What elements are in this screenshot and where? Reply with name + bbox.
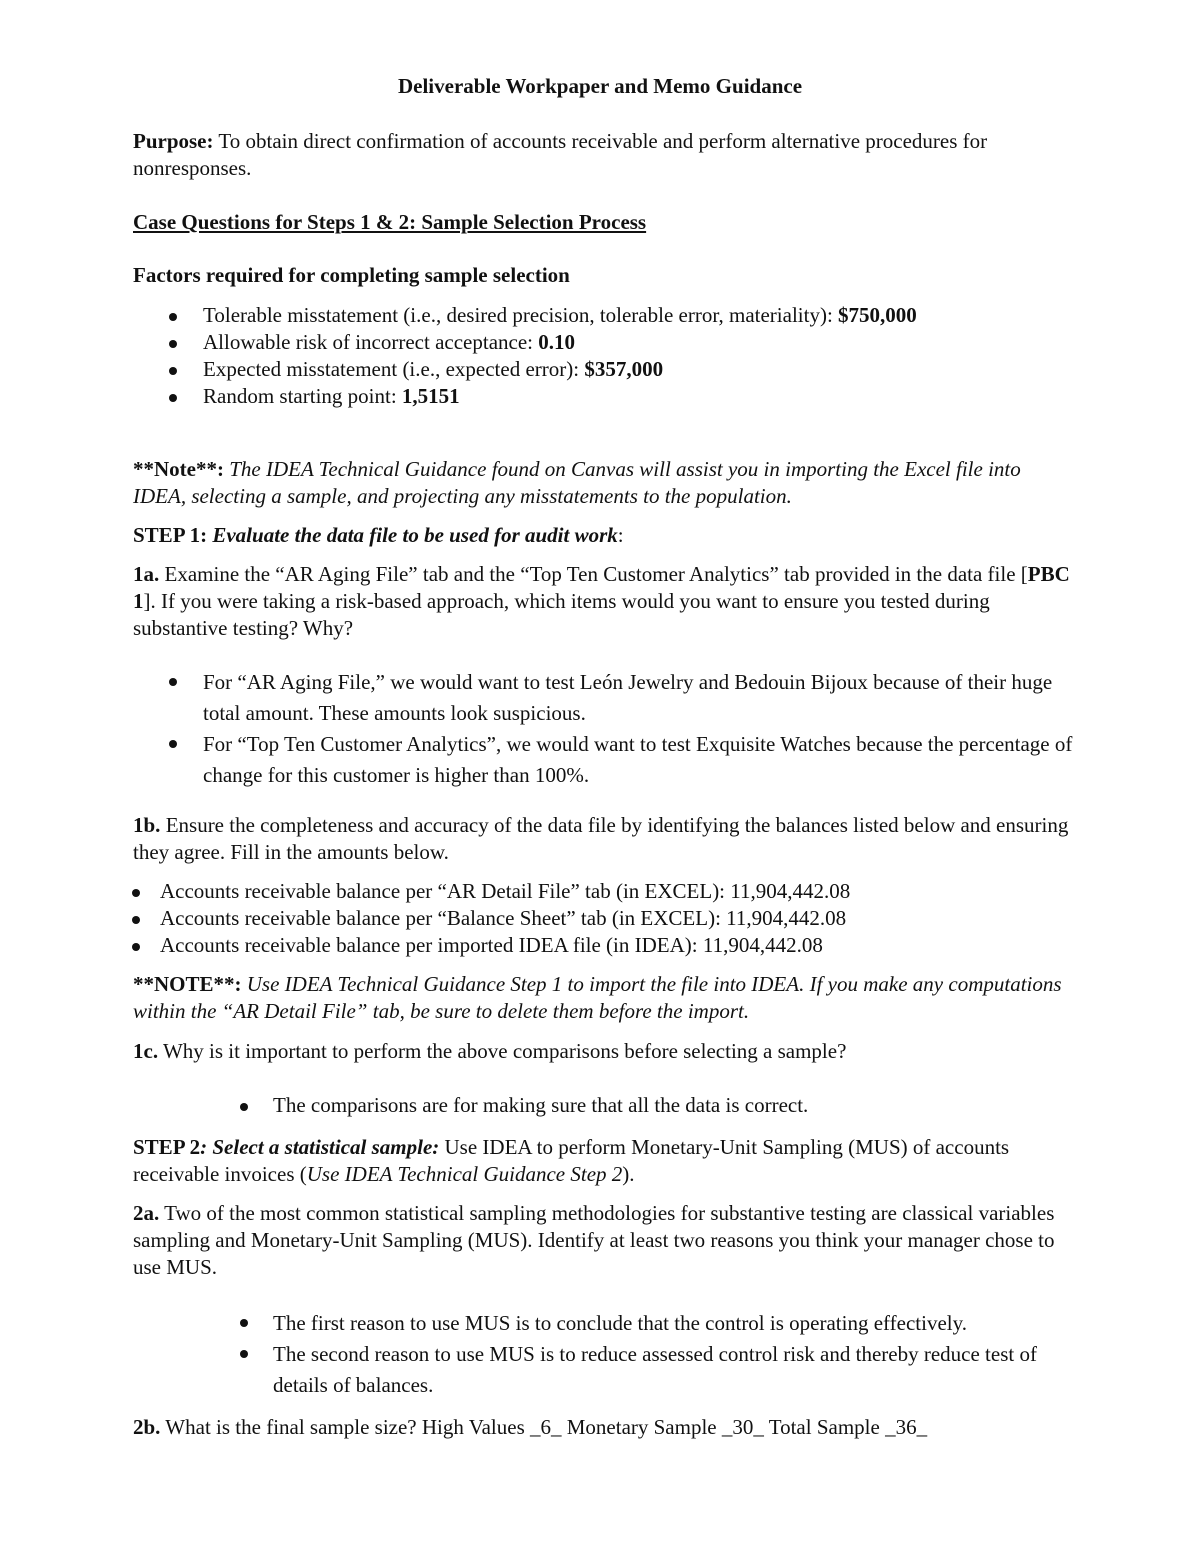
question-1c: 1c. Why is it important to perform the above comparisons before selecting a sample?	[133, 1039, 847, 1063]
case-questions-heading: Case Questions for Steps 1 & 2: Sample Selection Process	[133, 210, 647, 234]
list-item: The first reason to use MUS is to conclude that the control is operating effectively.	[273, 1308, 1073, 1339]
list-item: The second reason to use MUS is to reduce assessed control risk and thereby reduce test of details of balances.	[273, 1339, 1073, 1401]
bullet-icon	[169, 313, 177, 321]
bullet-icon	[132, 916, 140, 924]
bullet-icon	[169, 367, 177, 375]
list-item: The comparisons are for making sure that all the data is correct.	[273, 1092, 1073, 1119]
note-label: **Note**:	[133, 457, 224, 481]
factors-heading: Factors required for completing sample selection	[133, 263, 570, 287]
bullet-icon	[169, 340, 177, 348]
note-label: **NOTE**:	[133, 972, 242, 996]
bullet-icon	[132, 943, 140, 951]
bullet-icon	[240, 1103, 248, 1111]
bullet-icon	[240, 1319, 248, 1327]
question-2b: 2b. What is the final sample size? High Values _6_ Monetary Sample _30_ Total Sample _36_	[133, 1415, 928, 1439]
list-item: Accounts receivable balance per “Balance Sheet” tab (in EXCEL): 11,904,442.08	[160, 905, 1060, 932]
bullet-icon	[169, 394, 177, 402]
question-2a: 2a. Two of the most common statistical sampling methodologies for substantive testing are classical variables sampling and Monetary-Unit Sampling (MUS). Identify at least two reasons you think your manager chose to use MUS.	[133, 1201, 1055, 1279]
answers-1c-list	[273, 1092, 1073, 1119]
bullet-icon	[240, 1350, 248, 1358]
list-item: Random starting point: 1,5151	[203, 383, 1083, 410]
note-idea-paragraph	[133, 971, 1073, 1025]
purpose-paragraph	[133, 128, 1073, 182]
bullet-icon	[169, 678, 177, 686]
bullet-icon	[169, 740, 177, 748]
purpose-text: To obtain direct confirmation of accounts receivable and perform alternative procedures for nonresponses.	[133, 129, 988, 180]
question-1b: 1b. Ensure the completeness and accuracy of the data file by identifying the balances listed below and ensuring they agree. Fill in the amounts below.	[133, 813, 1069, 864]
list-item: Expected misstatement (i.e., expected error): $357,000	[203, 356, 1083, 383]
note-text: The IDEA Technical Guidance found on Canvas will assist you in importing the Excel file into IDEA, selecting a sample, and projecting any misstatements to the population.	[133, 457, 1021, 508]
note-text: Use IDEA Technical Guidance Step 1 to import the file into IDEA. If you make any computations within the “AR Detail File” tab, be sure to delete them before the import.	[133, 972, 1062, 1023]
list-item: Accounts receivable balance per imported IDEA file (in IDEA): 11,904,442.08	[160, 932, 1060, 959]
list-item: Tolerable misstatement (i.e., desired precision, tolerable error, materiality): $750,000	[203, 302, 1083, 329]
document-title: Deliverable Workpaper and Memo Guidance	[397, 74, 803, 98]
list-item: For “AR Aging File,” we would want to test León Jewelry and Bedouin Bijoux because of their huge total amount. These amounts look suspicious.	[203, 667, 1083, 729]
question-1a: 1a. Examine the “AR Aging File” tab and the “Top Ten Customer Analytics” tab provided in the data file [PBC 1]. If you were taking a risk-based approach, which items would you want to ensure you tested during substantive testing? Why?	[133, 562, 1070, 640]
list-item: For “Top Ten Customer Analytics”, we would want to test Exquisite Watches because the percentage of change for this customer is higher than 100%.	[203, 729, 1083, 791]
purpose-label: Purpose:	[133, 129, 214, 153]
step2-heading: STEP 2: Select a statistical sample: Use IDEA to perform Monetary-Unit Sampling (MUS) of accounts receivable invoices (Use IDEA Technical Guidance Step 2).	[133, 1135, 1010, 1186]
step1-heading: STEP 1: Evaluate the data file to be used for audit work:	[133, 523, 624, 547]
answers-2a-list	[273, 1308, 1073, 1401]
note-canvas-paragraph	[133, 456, 1073, 510]
answers-1a-list	[203, 667, 1083, 791]
balances-list	[160, 878, 1060, 959]
list-item: Accounts receivable balance per “AR Detail File” tab (in EXCEL): 11,904,442.08	[160, 878, 1060, 905]
factors-list	[203, 302, 1083, 410]
bullet-icon	[132, 889, 140, 897]
list-item: Allowable risk of incorrect acceptance: 0.10	[203, 329, 1083, 356]
